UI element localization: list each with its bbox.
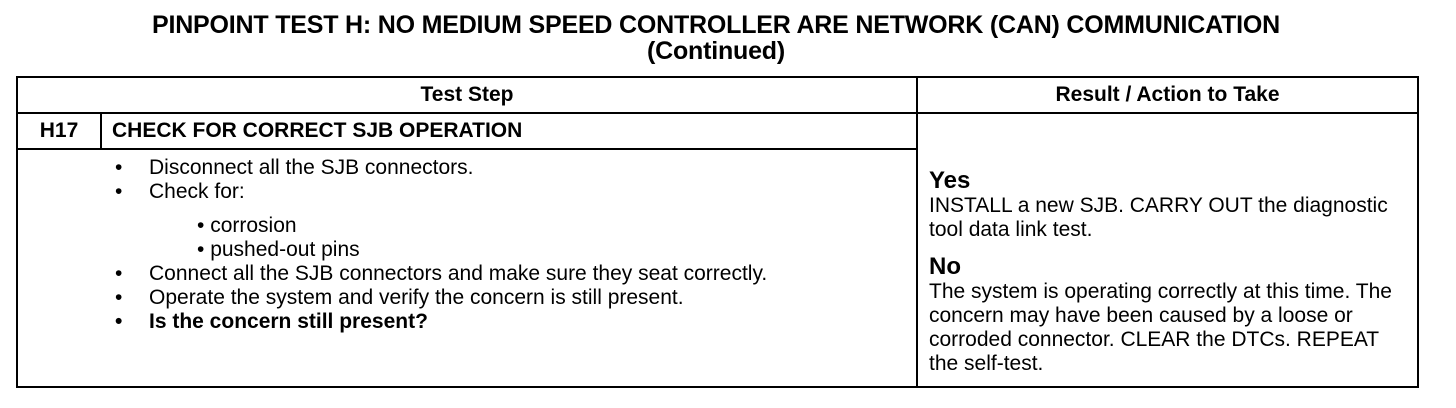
- sub-list-item-text: pushed-out pins: [210, 238, 360, 261]
- result-yes-label: Yes: [929, 167, 971, 194]
- page-title: PINPOINT TEST H: NO MEDIUM SPEED CONTROLLER ARE NETWORK (CAN) COMMUNICATION: [151, 11, 1281, 39]
- sub-bullet-icon: •: [197, 214, 205, 237]
- step-title-row: [17, 113, 1418, 149]
- list-item: [101, 156, 916, 180]
- instruction-list: [101, 156, 916, 334]
- list-item: [101, 262, 916, 286]
- bullet-icon: •: [115, 310, 123, 333]
- bullet-icon: •: [115, 286, 123, 309]
- result-yes-text: INSTALL a new SJB. CARRY OUT the diagnostic tool data link test.: [929, 194, 1388, 241]
- list-item: [101, 286, 916, 310]
- sub-list-item: [149, 238, 916, 262]
- result-no-text: The system is operating correctly at this time. The concern may have been caused by a loose or corroded connector. CLEAR the DTCs. REPEAT the self-test.: [929, 280, 1392, 375]
- table-header-row: [17, 77, 1418, 113]
- sub-list: [149, 214, 916, 262]
- list-item-text: Is the concern still present?: [149, 310, 428, 333]
- column-header-test-step: Test Step: [17, 77, 917, 113]
- list-item-text: Disconnect all the SJB connectors.: [149, 156, 474, 179]
- bullet-icon: •: [115, 156, 123, 179]
- step-id-spacer: [17, 149, 101, 387]
- result-no-label: No: [929, 253, 961, 280]
- bullet-icon: •: [115, 262, 123, 285]
- pinpoint-test-table: [16, 76, 1419, 388]
- sub-bullet-icon: •: [197, 238, 205, 261]
- step-id: H17: [17, 113, 101, 149]
- list-item-text: Operate the system and verify the concern is still present.: [149, 286, 684, 309]
- list-item-text: Connect all the SJB connectors and make sure they seat correctly.: [149, 262, 768, 285]
- list-item-question: [101, 310, 916, 334]
- page-subtitle: (Continued): [646, 37, 786, 65]
- list-item: [101, 180, 916, 262]
- sub-list-item-text: corrosion: [210, 214, 297, 237]
- result-cell: [917, 113, 1418, 387]
- list-item-text: Check for:: [149, 180, 245, 203]
- column-header-result: Result / Action to Take: [917, 77, 1418, 113]
- step-instructions: [101, 149, 917, 387]
- step-title: CHECK FOR CORRECT SJB OPERATION: [101, 113, 917, 149]
- bullet-icon: •: [115, 180, 123, 203]
- sub-list-item: [149, 214, 916, 238]
